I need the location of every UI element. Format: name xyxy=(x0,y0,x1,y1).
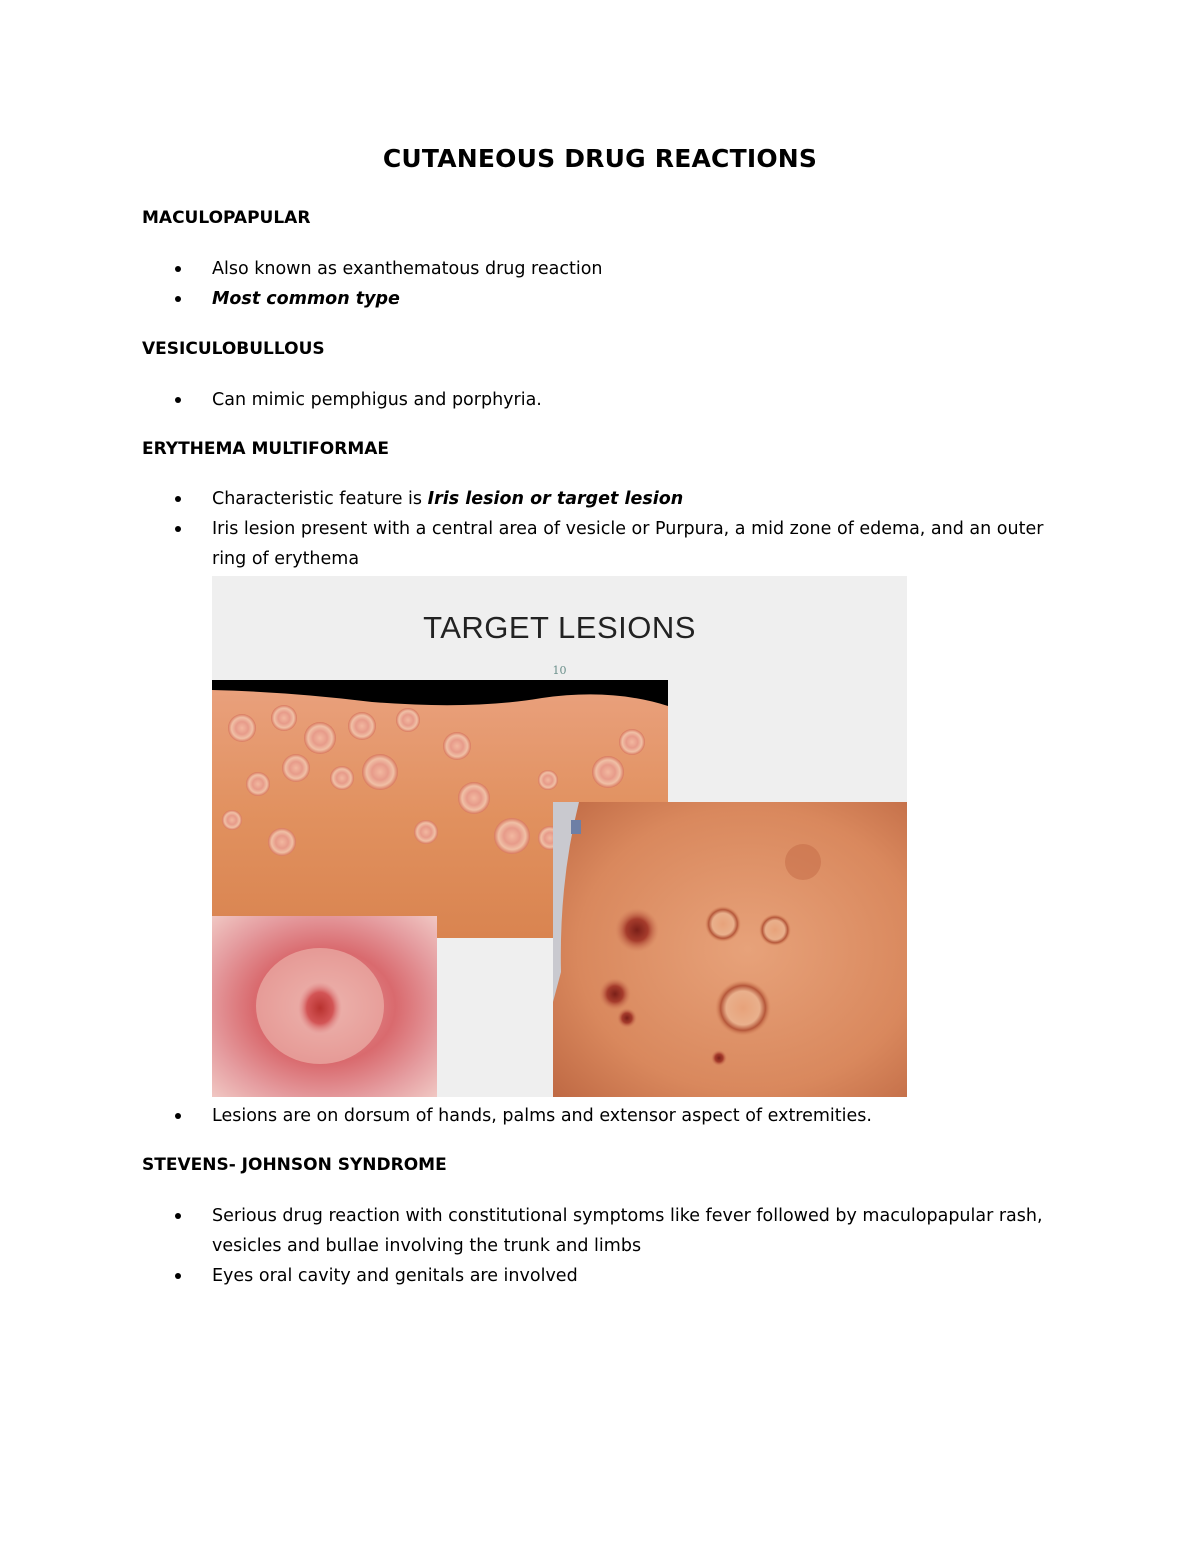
bullet-list-stevens-johnson-syndrome xyxy=(142,1201,1062,1291)
section-heading-stevens-johnson-syndrome: STEVENS- JOHNSON SYNDROME xyxy=(142,1155,447,1175)
list-item xyxy=(142,254,1062,284)
bullet-list-maculopapular xyxy=(142,254,1062,314)
section-heading-maculopapular: MACULOPAPULAR xyxy=(142,208,311,228)
section-heading-erythema-multiformae: ERYTHEMA MULTIFORMAE xyxy=(142,439,390,459)
closeup-lesion-photo xyxy=(212,916,437,1097)
bullet-list-erythema-multiformae xyxy=(142,484,1062,574)
section-heading-vesiculobullous: VESICULOBULLOUS xyxy=(142,339,325,359)
bullet-icon xyxy=(175,1213,181,1219)
list-item-text: Iris lesion present with a central area of vesicle or Purpura, a mid zone of edema, and an outer ring of erythema xyxy=(212,519,1044,569)
bullet-icon xyxy=(175,397,181,403)
document-title: CUTANEOUS DRUG REACTIONS xyxy=(382,144,818,173)
list-item xyxy=(142,1201,1062,1261)
list-item-emphasis: Iris lesion or target lesion xyxy=(427,489,684,509)
figure-slide-number: 10 xyxy=(552,664,567,677)
list-item-text: Eyes oral cavity and genitals are involved xyxy=(212,1266,578,1286)
list-item xyxy=(142,484,1062,514)
list-item xyxy=(142,385,1062,415)
bullet-icon xyxy=(175,266,181,272)
list-item xyxy=(142,284,1062,314)
bullet-list-erythema-multiformae-continued xyxy=(142,1101,1062,1131)
list-item xyxy=(142,1101,1062,1131)
list-item xyxy=(142,514,1062,574)
target-lesions-figure xyxy=(212,576,907,1097)
face-lesions-photo xyxy=(553,802,907,1097)
list-item xyxy=(142,1261,1062,1291)
bullet-icon xyxy=(175,526,181,532)
list-item-text: Also known as exanthematous drug reaction xyxy=(212,259,603,279)
list-item-text: Lesions are on dorsum of hands, palms and extensor aspect of extremities. xyxy=(212,1106,872,1126)
bullet-list-vesiculobullous xyxy=(142,385,1062,415)
bullet-icon xyxy=(175,496,181,502)
bullet-icon xyxy=(175,1273,181,1279)
figure-title: TARGET LESIONS xyxy=(423,610,696,645)
list-item-text: Characteristic feature is xyxy=(212,489,428,509)
list-item-text: Can mimic pemphigus and porphyria. xyxy=(212,390,542,410)
bullet-icon xyxy=(175,1113,181,1119)
list-item-emphasis: Most common type xyxy=(212,289,400,309)
list-item-text: Serious drug reaction with constitutional symptoms like fever followed by maculopapular rash, vesicles and bullae involving the trunk and limbs xyxy=(212,1206,1043,1256)
bullet-icon xyxy=(175,296,181,302)
